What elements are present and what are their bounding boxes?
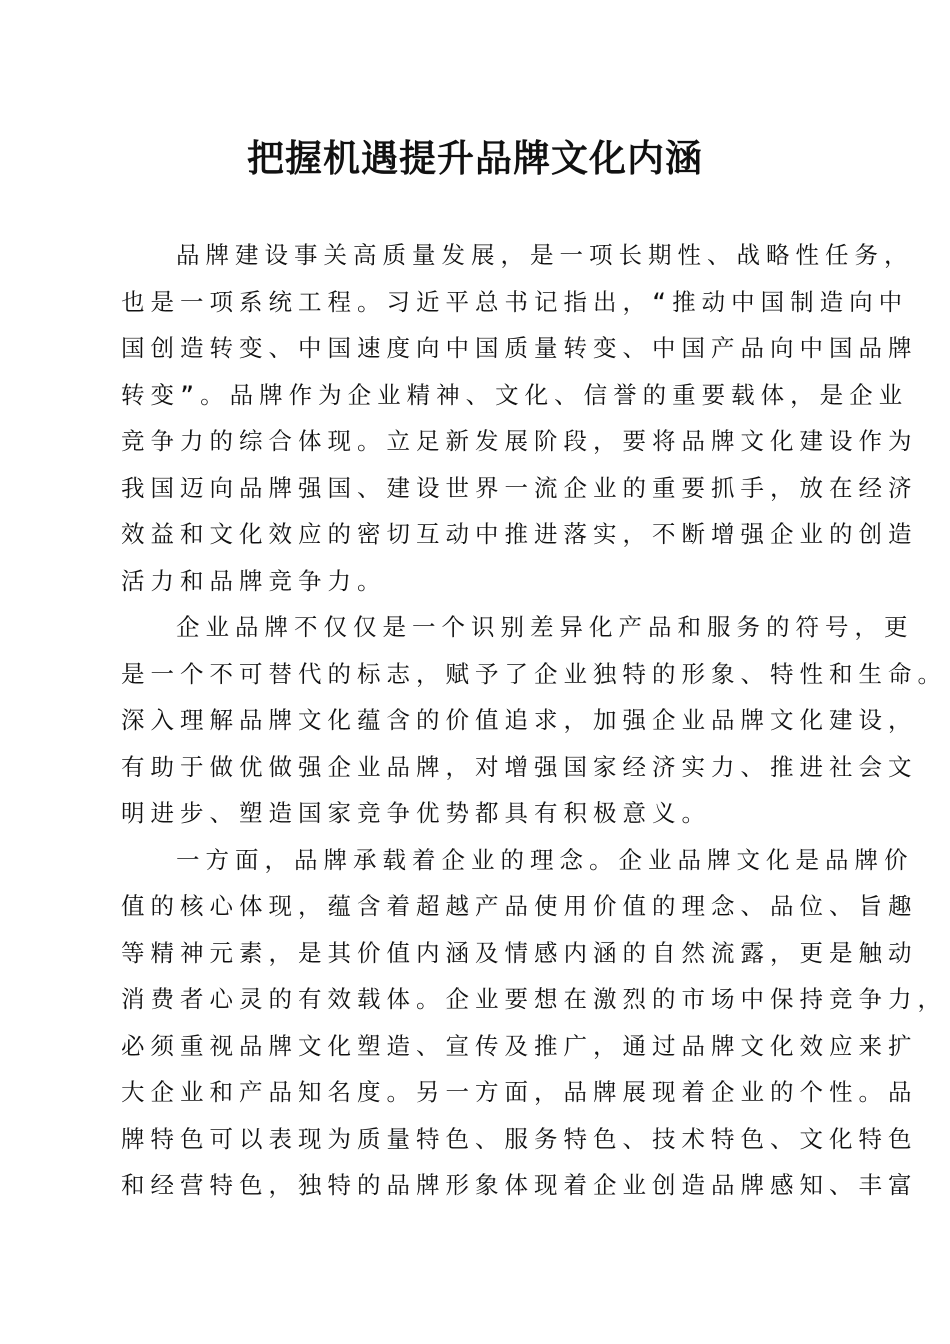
document-body (121, 232, 947, 1209)
paragraph-2 (121, 604, 947, 837)
text-line: 深入理解品牌文化蕴含的价值追求，加强企业品牌文化建设， (121, 706, 918, 734)
text-line: 我国迈向品牌强国、建设世界一流企业的重要抓手，放在经济 (121, 473, 918, 502)
text-line: 国创造转变、中国速度向中国质量转变、中国产品向中国品牌 (121, 334, 918, 362)
text-line: 是一个不可替代的标志，赋予了企业独特的形象、特性和生命。 (121, 659, 947, 688)
text-line: 企业品牌不仅仅是一个识别差异化产品和服务的符号，更 (176, 613, 914, 641)
text-line: 必须重视品牌文化塑造、宣传及推广，通过品牌文化效应来扩 (121, 1031, 918, 1060)
document-title: 把握机遇提升品牌文化内涵 (247, 136, 703, 180)
text-line: 有助于做优做强企业品牌，对增强国家经济实力、推进社会文 (121, 752, 918, 781)
text-line: 大企业和产品知名度。另一方面，品牌展现着企业的个性。品 (121, 1078, 918, 1106)
text-line: 明进步、塑造国家竞争优势都具有积极意义。 (121, 799, 711, 827)
text-line: 消费者心灵的有效载体。企业要想在激烈的市场中保持竞争力， (121, 985, 947, 1013)
text-line: 也是一项系统工程。习近平总书记指出，“推动中国制造向中 (121, 287, 909, 316)
text-line: 一方面，品牌承载着企业的理念。企业品牌文化是品牌价 (176, 845, 914, 874)
text-line: 活力和品牌竞争力。 (121, 566, 387, 595)
text-line: 牌特色可以表现为质量特色、服务特色、技术特色、文化特色 (121, 1124, 918, 1153)
text-line: 值的核心体现，蕴含着超越产品使用价值的理念、品位、旨趣 (121, 892, 918, 920)
text-line: 效益和文化效应的密切互动中推进落实，不断增强企业的创造 (121, 520, 918, 548)
paragraph-3 (121, 837, 947, 1209)
text-line: 等精神元素，是其价值内涵及情感内涵的自然流露，更是触动 (121, 938, 918, 967)
text-line: 品牌建设事关高质量发展，是一项长期性、战略性任务， (176, 241, 914, 269)
text-line: 转变”。品牌作为企业精神、文化、信誉的重要载体，是企业 (121, 380, 909, 409)
text-line: 竞争力的综合体现。立足新发展阶段，要将品牌文化建设作为 (121, 427, 918, 455)
text-line: 和经营特色，独特的品牌形象体现着企业创造品牌感知、丰富 (121, 1171, 918, 1199)
paragraph-1 (121, 232, 918, 604)
